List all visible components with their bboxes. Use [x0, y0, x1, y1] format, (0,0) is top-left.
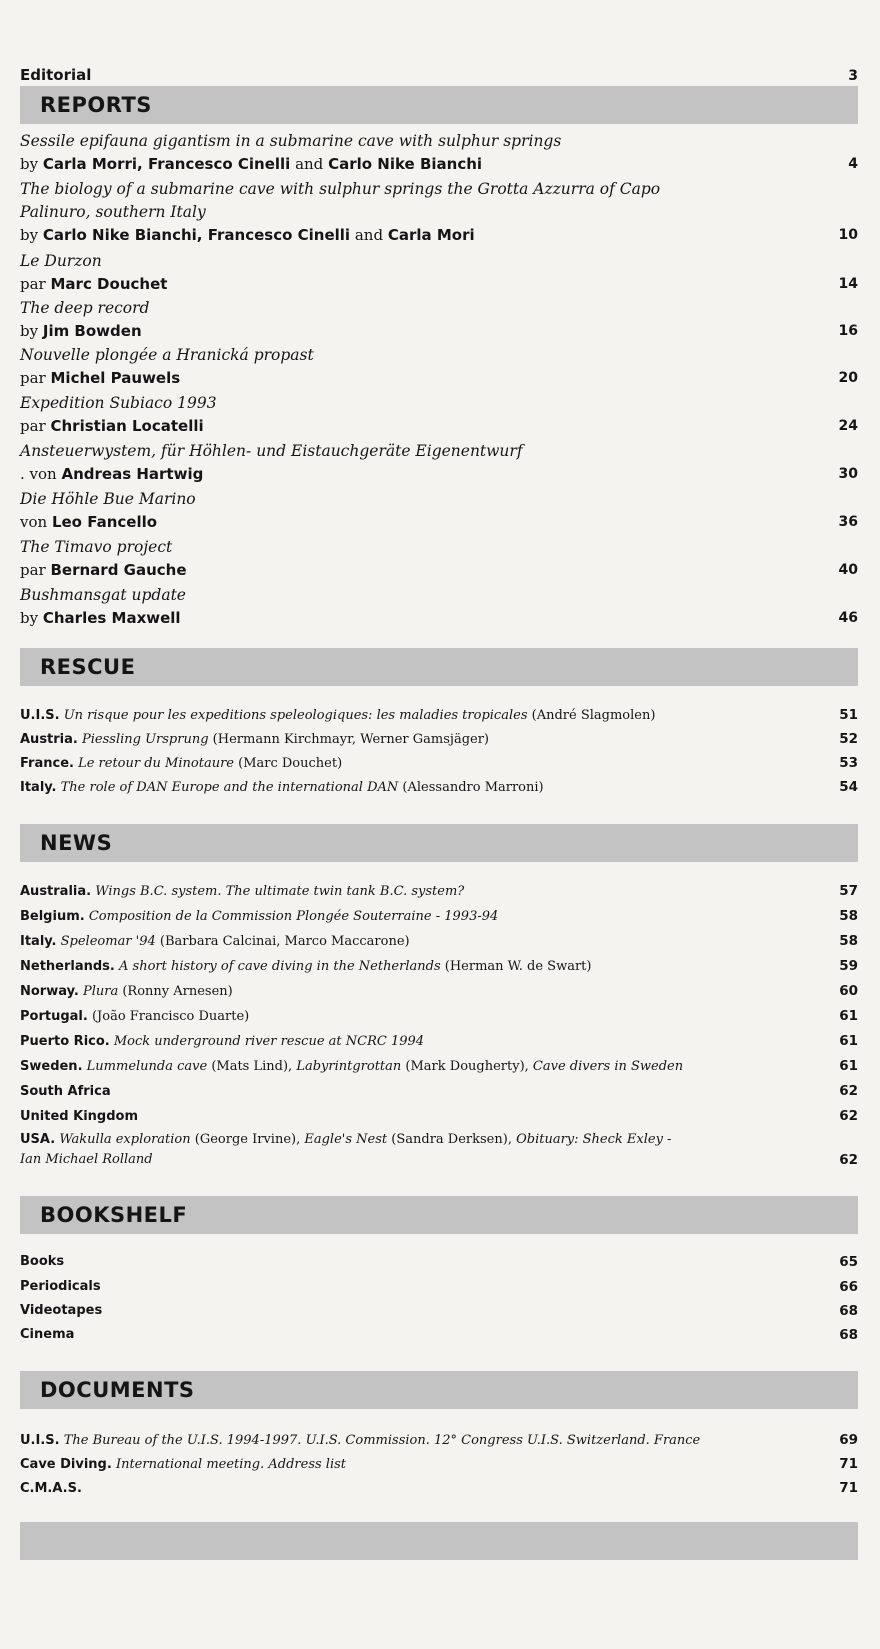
byline-prefix: par: [20, 561, 46, 579]
news-entry[interactable]: [20, 1058, 858, 1074]
report-entry[interactable]: [20, 178, 858, 247]
rescue-entry[interactable]: [20, 779, 858, 795]
entry-country: Puerto Rico.: [20, 1034, 110, 1049]
news-entry[interactable]: [20, 908, 858, 924]
entry-author: (Marc Douchet): [238, 756, 343, 771]
entry-country: Netherlands.: [20, 959, 115, 974]
entry-title: Un risque pour les expeditions speleologiques: les maladies tropicales: [63, 708, 528, 723]
news-entry[interactable]: [20, 1008, 858, 1024]
byline-prefix: par: [20, 417, 46, 435]
entry-country: USA.: [20, 1132, 56, 1147]
byline-and: and: [295, 155, 324, 173]
page-number: 62: [839, 1108, 858, 1124]
entry-country: Belgium.: [20, 909, 85, 924]
page-number: 59: [839, 958, 858, 974]
entry-author: (Mats Lind),: [211, 1059, 293, 1074]
page-number: 60: [839, 983, 858, 999]
page-number: 24: [838, 418, 858, 434]
news-entry[interactable]: [20, 1033, 858, 1049]
editorial-label: Editorial: [20, 66, 92, 84]
bookshelf-entry[interactable]: [20, 1279, 858, 1295]
page-number: 68: [839, 1327, 858, 1343]
entry-author: (Mark Dougherty),: [405, 1059, 529, 1074]
report-title: The biology of a submarine cave with sulphur springs the Grotta Azzurra of Capo: [20, 180, 661, 198]
page-number: 65: [839, 1254, 858, 1270]
entry-title: A short history of cave diving in the Netherlands: [119, 959, 441, 974]
byline-prefix: by: [20, 155, 39, 173]
entry-title: The role of DAN Europe and the international DAN: [60, 780, 399, 795]
report-title: The deep record: [20, 299, 150, 317]
entry-title: Composition de la Commission Plongée Souterraine - 1993-94: [88, 909, 499, 924]
report-title: Die Höhle Bue Marino: [20, 490, 196, 508]
documents-entry[interactable]: [20, 1432, 858, 1448]
entry-country: Norway.: [20, 984, 79, 999]
entry-country: Cave Diving.: [20, 1457, 112, 1472]
entry-country: United Kingdom: [20, 1109, 139, 1124]
entry-author: (João Francisco Duarte): [91, 1009, 250, 1024]
report-authors: Andreas Hartwig: [61, 465, 204, 483]
bookshelf-label: Videotapes: [20, 1303, 103, 1318]
page-number: 61: [839, 1033, 858, 1049]
entry-country: Sweden.: [20, 1059, 83, 1074]
entry-author: (George Irvine),: [194, 1132, 301, 1147]
byline-prefix: by: [20, 226, 39, 244]
page-number: 57: [839, 883, 858, 899]
entry-author: (Barbara Calcinai, Marco Maccarone): [159, 934, 410, 949]
bookshelf-entry[interactable]: [20, 1327, 858, 1343]
report-title: Expedition Subiaco 1993: [20, 394, 217, 412]
byline-prefix: . von: [20, 465, 57, 483]
news-entry[interactable]: [20, 983, 858, 999]
report-authors: Leo Fancello: [51, 513, 158, 531]
page-number: 58: [839, 933, 858, 949]
byline-prefix: by: [20, 609, 39, 627]
page-number: 36: [838, 514, 858, 530]
section-header-rescue: [20, 648, 858, 686]
entry-title: Labyrintgrottan: [296, 1059, 402, 1074]
entry-title: Plura: [82, 984, 119, 999]
report-entry[interactable]: [20, 440, 858, 486]
entry-country: Portugal.: [20, 1009, 88, 1024]
news-entry[interactable]: [20, 1108, 858, 1124]
byline-prefix: par: [20, 275, 46, 293]
entry-title: Eagle's Nest: [304, 1132, 388, 1147]
report-authors: Charles Maxwell: [42, 609, 181, 627]
page-number: 30: [838, 466, 858, 482]
entry-author: (Hermann Kirchmayr, Werner Gamsjäger): [212, 732, 489, 747]
section-header-news: [20, 824, 858, 862]
entry-title: Mock underground river rescue at NCRC 1994: [113, 1034, 425, 1049]
byline-prefix: von: [20, 513, 48, 531]
entry-title: Cave divers in Sweden: [532, 1059, 684, 1074]
bookshelf-label: Cinema: [20, 1327, 75, 1342]
page-number: 10: [838, 227, 858, 243]
page-number: 16: [838, 323, 858, 339]
report-authors: Carla Morri, Francesco Cinelli: [42, 155, 291, 173]
entry-title: Wakulla exploration: [59, 1132, 191, 1147]
page-number: 61: [839, 1008, 858, 1024]
rescue-entry[interactable]: [20, 707, 858, 723]
byline-and: and: [354, 226, 384, 244]
page-number: 40: [838, 562, 858, 578]
entry-country: South Africa: [20, 1084, 111, 1099]
page-number: 51: [839, 707, 858, 723]
news-entry[interactable]: [20, 958, 858, 974]
entry-author: (Alessandro Marroni): [402, 780, 544, 795]
byline-prefix: par: [20, 369, 46, 387]
entry-country: Australia.: [20, 884, 92, 899]
report-entry[interactable]: [20, 297, 858, 343]
report-authors: Carla Mori: [387, 226, 475, 244]
documents-entry[interactable]: [20, 1480, 858, 1496]
report-entry[interactable]: [20, 250, 858, 296]
section-title: NEWS: [40, 831, 113, 855]
report-title: Sessile epifauna gigantism in a submarine cave with sulphur springs: [20, 132, 562, 150]
page-number: 52: [839, 731, 858, 747]
section-header-bookshelf: [20, 1196, 858, 1234]
section-title: DOCUMENTS: [40, 1378, 195, 1402]
report-title: The Timavo project: [20, 538, 173, 556]
entry-title-cont: Ian Michael Rolland: [20, 1152, 153, 1167]
rescue-entry[interactable]: [20, 731, 858, 747]
news-entry[interactable]: [20, 933, 858, 949]
page-number: 3: [848, 68, 858, 84]
report-title: Nouvelle plongée a Hranická propast: [20, 346, 314, 364]
page-number: 53: [839, 755, 858, 771]
entry-title: International meeting. Address list: [115, 1457, 347, 1472]
page-number: 62: [839, 1083, 858, 1099]
entry-title: Wings B.C. system. The ultimate twin tank B.C. system?: [95, 884, 465, 899]
report-entry[interactable]: [20, 344, 858, 390]
section-title: RESCUE: [40, 655, 136, 679]
page-number: 54: [839, 779, 858, 795]
entry-country: France.: [20, 756, 74, 771]
report-authors: Marc Douchet: [50, 275, 168, 293]
page-number: 14: [838, 276, 858, 292]
page-number: 71: [839, 1456, 858, 1472]
page-number: 68: [839, 1303, 858, 1319]
news-entry[interactable]: [20, 883, 858, 899]
report-authors: Jim Bowden: [42, 322, 142, 340]
entry-title: The Bureau of the U.I.S. 1994-1997. U.I.S. Commission. 12° Congress U.I.S. Switzerland. France: [63, 1433, 701, 1448]
entry-author: (Ronny Arnesen): [122, 984, 233, 999]
section-header-empty: [20, 1522, 858, 1560]
section-header-documents: [20, 1371, 858, 1409]
report-title: Bushmansgat update: [20, 586, 186, 604]
report-title-cont: Palinuro, southern Italy: [20, 203, 206, 221]
editorial-entry[interactable]: [20, 66, 858, 84]
report-entry[interactable]: [20, 488, 858, 534]
entry-country: Italy.: [20, 780, 57, 795]
report-authors: Carlo Nike Bianchi, Francesco Cinelli: [42, 226, 351, 244]
entry-title: Piessling Ursprung: [82, 732, 209, 747]
section-title: REPORTS: [40, 93, 152, 117]
report-authors: Christian Locatelli: [50, 417, 204, 435]
entry-title: Speleomar '94: [60, 934, 156, 949]
news-entry[interactable]: [20, 1083, 858, 1099]
news-entry-usa[interactable]: [20, 1130, 858, 1170]
page-number: 62: [839, 1152, 858, 1168]
entry-title: Obituary: Sheck Exley -: [516, 1132, 672, 1147]
page-number: 69: [839, 1432, 858, 1448]
report-authors: Carlo Nike Bianchi: [328, 155, 483, 173]
page-number: 46: [838, 610, 858, 626]
entry-author: (Herman W. de Swart): [444, 959, 592, 974]
documents-entry[interactable]: [20, 1456, 858, 1472]
bookshelf-entry[interactable]: [20, 1254, 858, 1270]
entry-author: (André Slagmolen): [531, 708, 656, 723]
bookshelf-entry[interactable]: [20, 1303, 858, 1319]
section-header-reports: [20, 86, 858, 124]
byline-prefix: by: [20, 322, 39, 340]
entry-title: Lummelunda cave: [86, 1059, 208, 1074]
section-title: BOOKSHELF: [40, 1203, 188, 1227]
page-number: 61: [839, 1058, 858, 1074]
entry-country: Austria.: [20, 732, 78, 747]
report-title: Ansteuerwystem, für Höhlen- und Eistauchgeräte Eigenentwurf: [20, 442, 523, 460]
entry-country: U.I.S.: [20, 1433, 60, 1448]
report-entry[interactable]: [20, 584, 858, 630]
report-title: Le Durzon: [20, 252, 102, 270]
entry-country: C.M.A.S.: [20, 1481, 82, 1496]
rescue-entry[interactable]: [20, 755, 858, 771]
report-entry[interactable]: [20, 536, 858, 582]
page-number: 4: [848, 156, 858, 172]
page-number: 20: [838, 370, 858, 386]
page-number: 71: [839, 1480, 858, 1496]
report-entry[interactable]: [20, 130, 858, 176]
report-authors: Michel Pauwels: [50, 369, 181, 387]
bookshelf-label: Books: [20, 1254, 65, 1269]
report-authors: Bernard Gauche: [50, 561, 187, 579]
entry-title: Le retour du Minotaure: [78, 756, 234, 771]
entry-country: Italy.: [20, 934, 57, 949]
report-entry[interactable]: [20, 392, 858, 438]
entry-country: U.I.S.: [20, 708, 60, 723]
bookshelf-label: Periodicals: [20, 1279, 101, 1294]
entry-author: (Sandra Derksen),: [391, 1132, 512, 1147]
page-number: 58: [839, 908, 858, 924]
page-number: 66: [839, 1279, 858, 1295]
